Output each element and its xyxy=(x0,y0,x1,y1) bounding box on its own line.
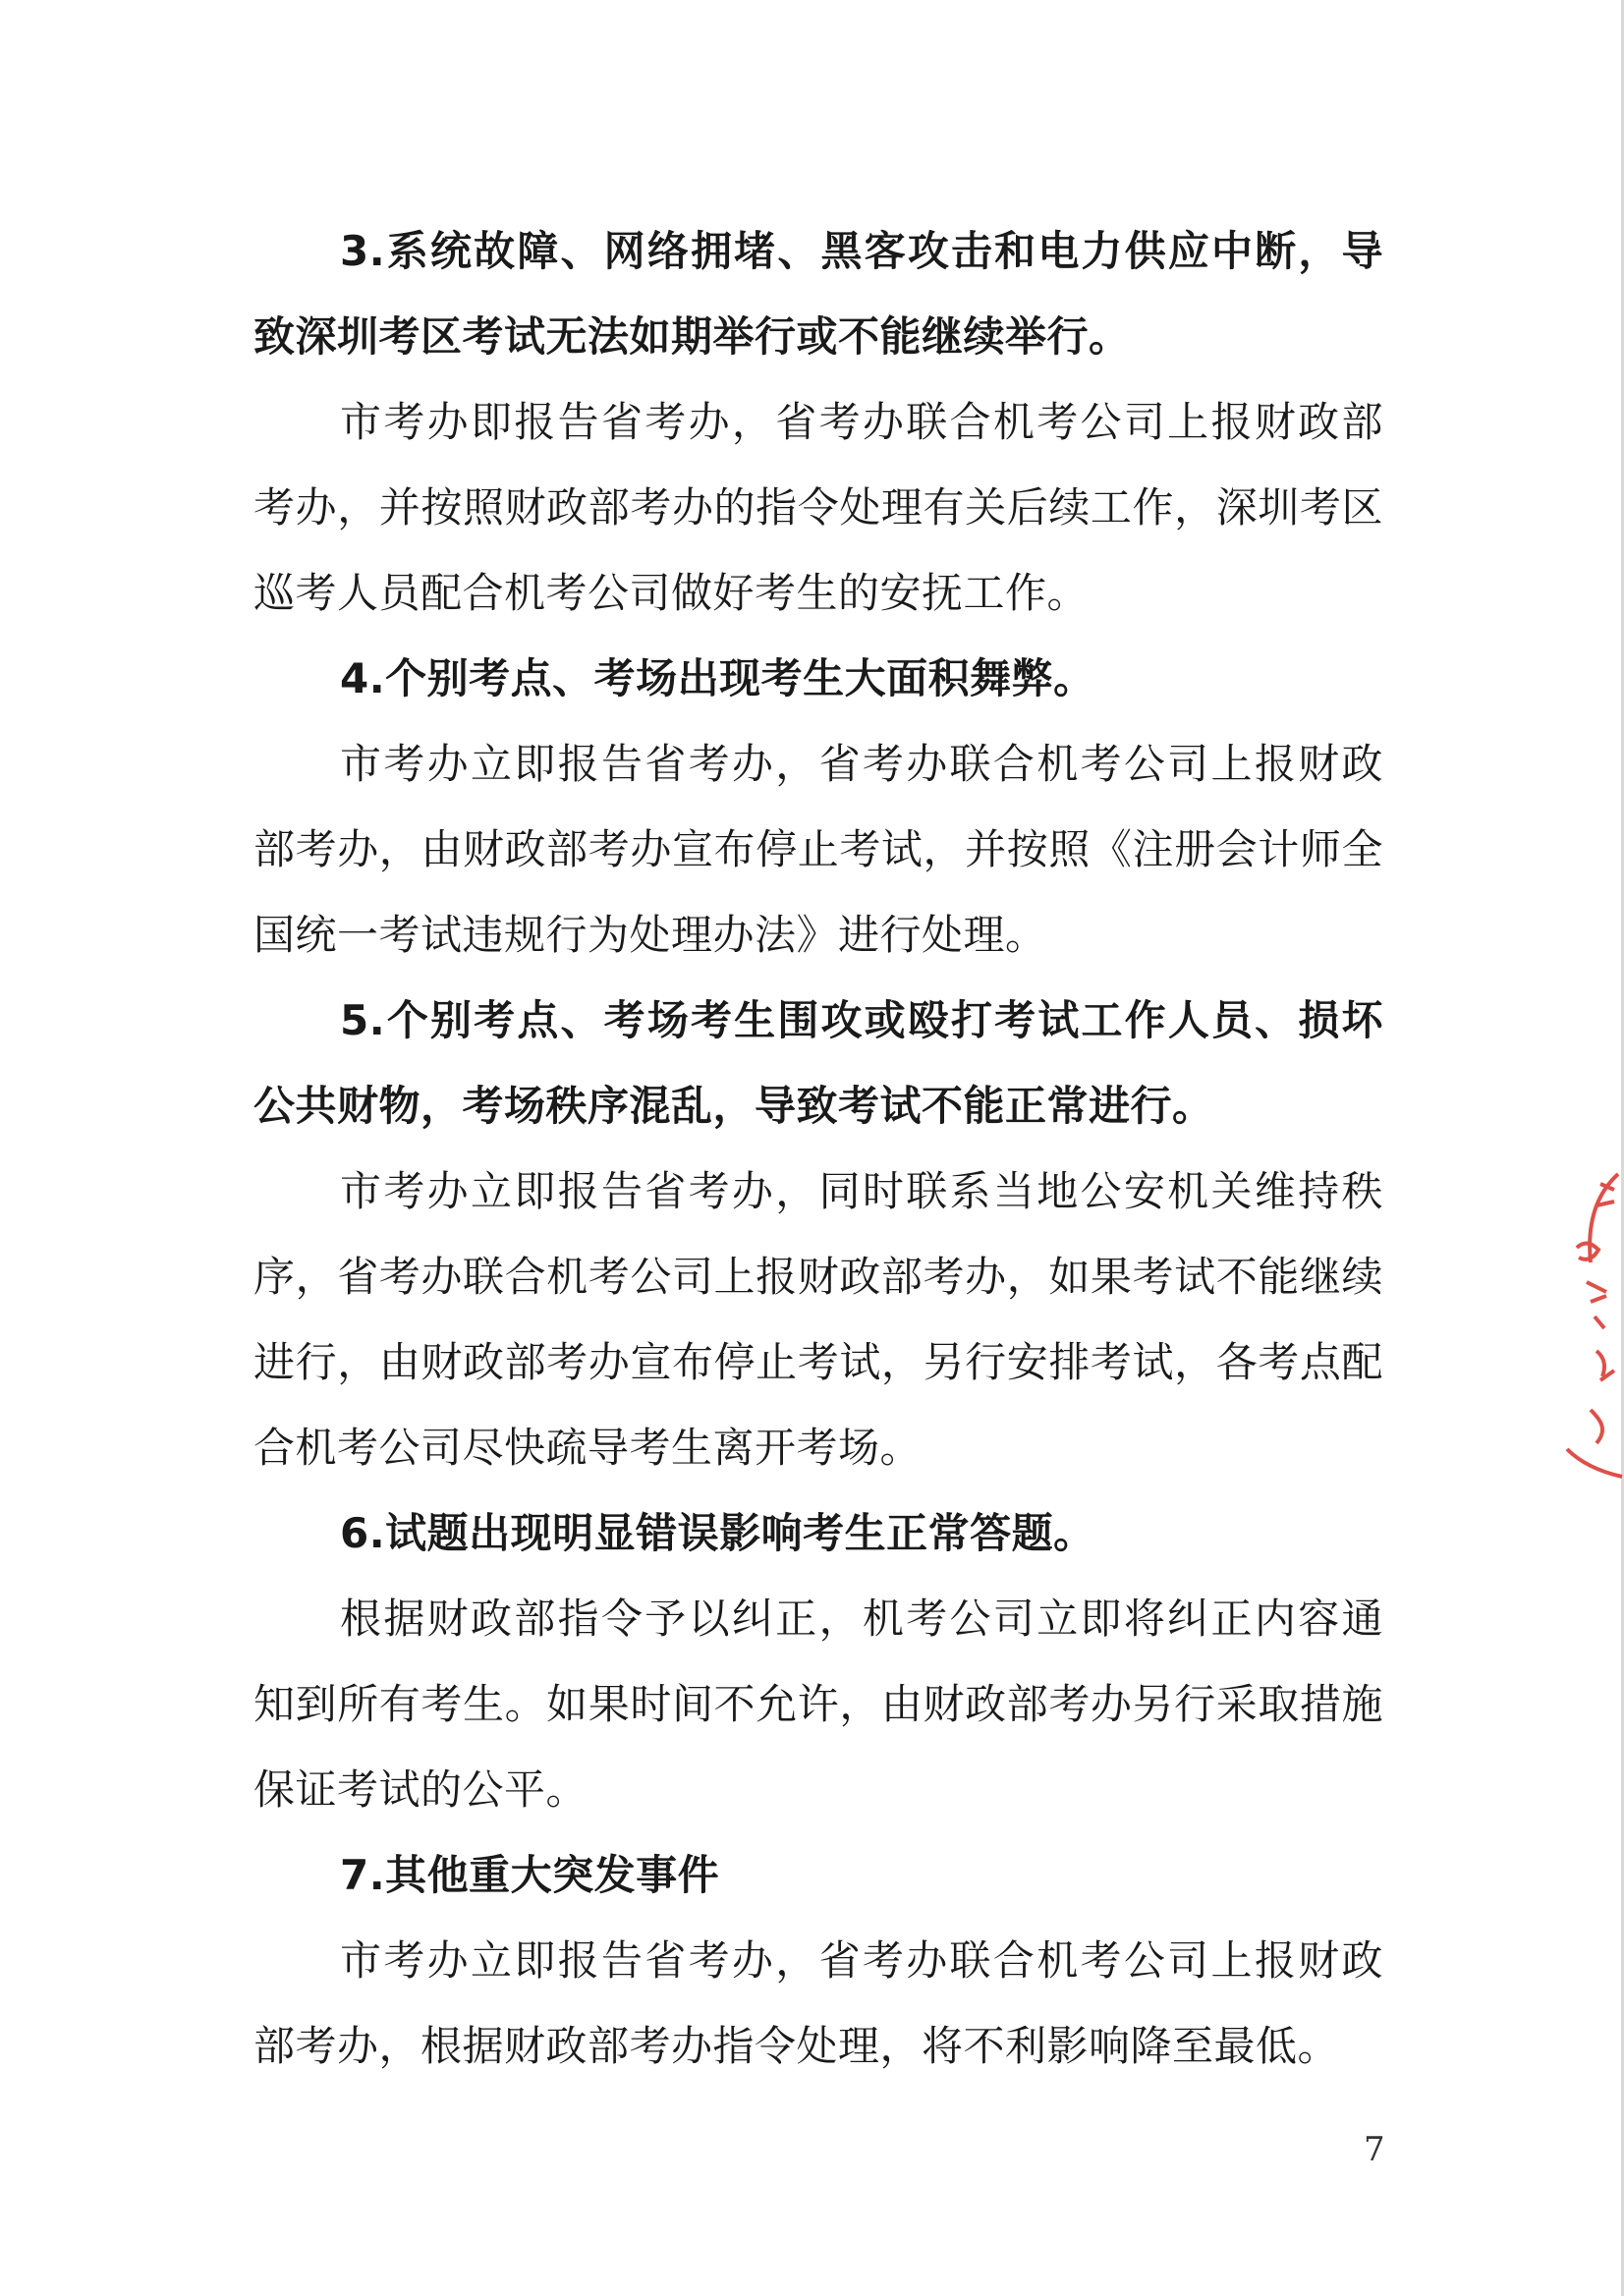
seal-stamp-icon xyxy=(1557,1154,1624,1488)
section-body-5: 市考办立即报告省考办，同时联系当地公安机关维持秩序，省考办联合机考公司上报财政部考办，如果考试不能继续进行，由财政部考办宣布停止考试，另行安排考试，各考点配合机考公司尽快疏导考生离开考场。 xyxy=(253,1167,1383,1472)
section-body-4: 市考办立即报告省考办，省考办联合机考公司上报财政部考办，由财政部考办宣布停止考试，并按照《注册会计师全国统一考试违规行为处理办法》进行处理。 xyxy=(253,740,1383,959)
section-heading-5: 5.个别考点、考场考生围攻或殴打考试工作人员、损坏公共财物，考场秩序混乱，导致考试不能正常进行。 xyxy=(253,996,1383,1130)
section-heading-4: 4.个别考点、考场出现考生大面积舞弊。 xyxy=(340,654,1095,702)
page-number: 7 xyxy=(1364,2130,1385,2169)
section-heading-7: 7.其他重大突发事件 xyxy=(340,1851,720,1899)
section-heading-6: 6.试题出现明显错误影响考生正常答题。 xyxy=(340,1509,1095,1557)
section-body-7: 市考办立即报告省考办，省考办联合机考公司上报财政部考办，根据财政部考办指令处理，将不利影响降至最低。 xyxy=(253,1936,1383,2070)
document-body xyxy=(253,208,1383,2089)
section-body-3: 市考办即报告省考办，省考办联合机考公司上报财政部考办，并按照财政部考办的指令处理有关后续工作，深圳考区巡考人员配合机考公司做好考生的安抚工作。 xyxy=(253,398,1383,617)
official-seal-fragment xyxy=(1557,1154,1624,1488)
section-heading-3: 3.系统故障、网络拥堵、黑客攻击和电力供应中断，导致深圳考区考试无法如期举行或不能继续举行。 xyxy=(253,227,1383,361)
section-body-6: 根据财政部指令予以纠正，机考公司立即将纠正内容通知到所有考生。如果时间不允许，由财政部考办另行采取措施保证考试的公平。 xyxy=(253,1595,1383,1814)
seal-marks xyxy=(1567,1174,1622,1477)
